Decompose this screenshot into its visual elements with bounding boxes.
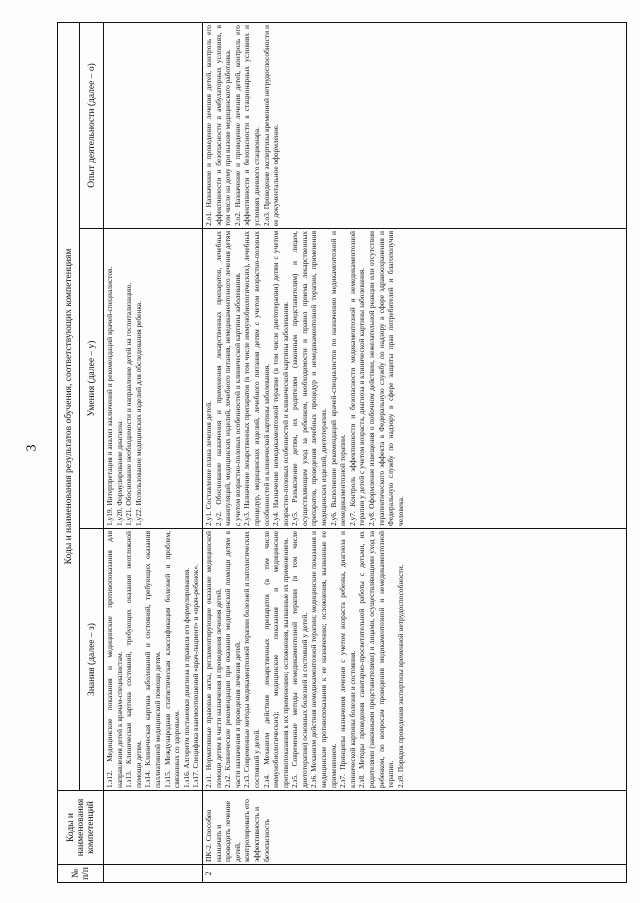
knowledge-cell: [202, 529, 626, 791]
knowledge-item: 2.з9. Порядок проведения экспертизы временной нетрудоспособности.: [395, 564, 405, 788]
experience-cell: [104, 23, 203, 229]
skill-item: 2.у4. Назначение немедикаментозной терапии (в том числе диетотерапии) детям с учетом возрастно-половых особенностей и клинической картины заболевания.: [271, 231, 290, 526]
knowledge-item: 1.з17. Специфика взаимоотношений «врач-пациент» и «врач-ребенок».: [191, 564, 201, 788]
knowledge-item: 2.з7. Принципы назначения лечения с учетом возраста ребенка, диагноза и клинической картины болезни и состояния.: [338, 531, 357, 788]
header-competency-code: Коды и наименования компетенций: [58, 791, 104, 865]
row-number: 2: [202, 865, 626, 883]
skill-item: 1.у22. Использование медицинских изделий для обследования ребенка.: [133, 301, 143, 526]
table-row: [104, 23, 203, 883]
knowledge-item: 1.з14. Клиническая картина заболеваний и состояний, требующих оказания паллиативной медицинской помощи детям.: [143, 531, 162, 788]
skill-item: 1.у19. Интерпретация и анализ заключений и рекомендаций врачей-специалистов.: [105, 266, 114, 526]
header-number: № п/п: [58, 865, 104, 883]
skill-item: 2.у7. Контроль эффективности и безопасности медикаментозной и немедикаментозной терапии у детей с учетом возраста, диагноза и клинической картины заболевания.: [347, 231, 367, 526]
row-number: [104, 865, 203, 883]
knowledge-cell: [104, 529, 203, 791]
skill-item: 1.у20. Формулирование диагноза.: [114, 420, 124, 526]
knowledge-item: 1.з16. Алгоритм постановки диагноза и правила его формулирования.: [181, 567, 191, 788]
skills-cell: [202, 229, 626, 529]
table-row: [202, 23, 626, 883]
experience-item: 2.о3. Проведение экспертизы временной нетрудоспособности и ее документальное оформление.: [261, 25, 281, 226]
knowledge-item: 2.з5. Современные методы немедикаментозной терапии (в том числе диетотерапии) основных болезней и состояний у детей.: [290, 531, 309, 788]
competency-code: ПК-2. Способен назначать и проводить лечение детей, контролировать его эффективность и безопасность: [202, 791, 626, 865]
knowledge-item: 2.з2. Клинические рекомендации при оказании медицинской помощи детям в части назначения и проведения лечения детей.: [223, 531, 242, 788]
knowledge-item: 2.з8. Методы проведения санитарно-просветительной работы с детьми, их родителями (законными представителями) и лицами, осуществляющими уход за ребенком, по вопросам проведения медикаментозной и немедикаментозной терапии.: [357, 531, 396, 788]
skill-item: 2.у6. Выполнение рекомендаций врачей-специалистов по назначению медикаментозной и немедикаментозной терапии.: [328, 231, 348, 526]
experience-item: 2.о1. Назначение и проведение лечения детей, контроль его эффективности и безопасности в амбулаторных условиях, в том числе на дому при вызове медицинского работника.: [203, 25, 233, 226]
knowledge-item: 1.з15. Международная статистическая классификация болезней и проблем, связанных со здоровьем.: [162, 531, 182, 788]
skill-item: 2.у5. Разъяснение детям, их родителям (законным представителям) и лицам, осуществляющим уход за ребенком, необходимости и правил приема лекарственных препаратов, проведения лечебных процедур и немедикаментозной терапии, применения медицинских изделий, диетотерапии.: [290, 231, 329, 526]
skill-item: 2.у8. Оформление извещения о побочном действии, нежелательной реакции или отсутствии терапевтического эффекта в Федеральную службу по надзору в сфере здравоохранения и Федеральную службу по надзору в сфере защиты прав потребителей и благополучия человека.: [367, 231, 405, 526]
header-skills: Умения (далее – у): [80, 229, 104, 529]
skills-cell: [104, 229, 203, 529]
knowledge-item: 2.з6. Механизм действия немедикаментозной терапии; медицинские показания и медицинские противопоказания к ее назначению; осложнения, вызванные ее применением.: [309, 531, 338, 788]
skill-item: 2.у2. Обоснование назначения и применения лекарственных препаратов, лечебных манипуляций, медицинских изделий, лечебного питания, немедикаментозного лечения детям с учетом возрастно-половых особенностей и клинической картины заболевания.: [213, 231, 242, 526]
knowledge-item: 1.з12. Медицинские показания и медицинские противопоказания для направления детей к врачам-специалистам.: [105, 531, 124, 788]
experience-item: 2.о2. Назначение и проведение лечения детей, контроль его эффективности и безопасности в стационарных условиях и условиях дневного стационара.: [232, 25, 261, 226]
skill-item: 1.у21. Обоснование необходимости и направление детей на госпитализацию.: [124, 282, 134, 526]
competency-table: [57, 22, 627, 883]
header-experience: Опыт деятельности (далее – о): [80, 23, 104, 229]
skill-item: 2.у3. Назначение лекарственных препаратов (в том числе иммунобиологических), лечебных процедур, медицинских изделий, лечебного питания детям с учетом возрастно-половых особенностей и клинической картины заболевания.: [242, 231, 271, 526]
header-knowledge: Знания (далее – з): [80, 529, 104, 791]
knowledge-item: 2.з1. Нормативные правовые акты, регламентирующие оказание медицинской помощи детям в части назначения и проведения лечения детей.: [203, 531, 223, 788]
header-results-group: Коды и наименования результатов обучения, соответствующих компетенциям: [58, 23, 80, 791]
knowledge-item: 2.з4. Механизм действия лекарственных препаратов (в том числе иммунобиологических); медицинские показания и медицинские противопоказания к их применению; осложнения, вызванные их применением.: [261, 531, 290, 788]
skill-item: 2.у1. Составление плана лечения детей.: [203, 400, 213, 526]
experience-cell: [202, 23, 626, 229]
knowledge-item: 1.з13. Клиническая картина состояний, требующих оказания неотложной помощи детям.: [124, 531, 143, 788]
knowledge-item: 2.з3. Современные методы медикаментозной терапии болезней и патологических состояний у детей.: [242, 531, 261, 788]
rotated-table-container: [57, 23, 627, 883]
competency-code: [104, 791, 203, 865]
page-number: 3: [24, 444, 40, 452]
